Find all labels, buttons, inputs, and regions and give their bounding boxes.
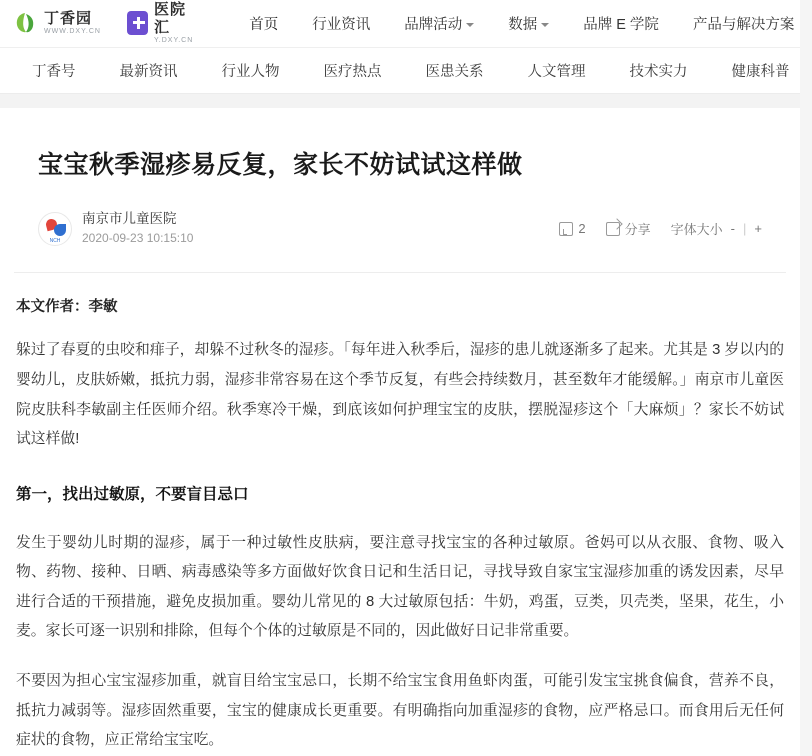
article-meta-row	[38, 209, 786, 248]
nav-item-label: 品牌活动	[404, 17, 463, 33]
nav-item-label: 品牌 E 学院	[583, 17, 659, 33]
share-button[interactable]	[606, 219, 651, 238]
dxy-logo[interactable]	[12, 10, 115, 36]
like-count: 2	[578, 221, 586, 237]
article-timestamp: 2020-09-23 10:15:10	[82, 231, 194, 246]
cross-logo-icon	[127, 11, 148, 35]
chevron-down-icon	[466, 23, 474, 27]
article-meta-text	[82, 209, 193, 248]
subnav-item-latest-news[interactable]: 最新资讯	[119, 64, 178, 80]
dxy-logo-subtitle: WWW.DXY.CN	[44, 28, 101, 36]
avatar-label: NCH	[49, 237, 61, 244]
font-size-separator: |	[743, 221, 747, 237]
font-size-control	[671, 219, 762, 238]
article-body	[14, 295, 786, 755]
chevron-down-icon	[541, 23, 549, 27]
font-size-label: 字体大小	[670, 222, 723, 238]
like-button[interactable]	[559, 221, 585, 236]
subnav-item-health-science[interactable]: 健康科普	[731, 64, 790, 80]
article-source[interactable]: 南京市儿童医院	[82, 211, 177, 226]
article-paragraph: 躲过了春夏的虫咬和痱子，却躲不过秋冬的湿疹。「每年进入秋季后，湿疹的患儿就逐渐多了起来。尤其是 3 岁以内的婴幼儿，皮肤娇嫩，抵抗力弱，湿疹非常容易在这个季节反复，有些会持续数月，甚至数年才能缓解。」南京市儿童医院皮肤科李敏副主任医师介绍。秋季寒冷干燥，到底该如何护理宝宝的皮肤，摆脱湿疹这个「大麻烦」？家长不妨试试这样做!	[16, 342, 784, 448]
nav-item-brand-e-academy[interactable]	[566, 0, 676, 47]
article-paragraph: 发生于婴幼儿时期的湿疹，属于一种过敏性皮肤病，要注意寻找宝宝的各种过敏原。爸妈可以从衣服、食物、吸入物、药物、接种、日晒、病毒感染等多方面做好饮食日记和生活日记，寻找导致自家宝宝湿疹加重的诱发因素，尽早进行合适的干预措施，避免皮损加重。婴幼儿常见的 8 大过敏原包括：牛奶，鸡蛋，豆类，贝壳类，坚果，花生，小麦。家长可逐一识别和排除，但每个个体的过敏原是不同的，因此做好日记非常重要。	[16, 534, 784, 640]
nav-item-data[interactable]	[491, 0, 566, 47]
meta-divider	[14, 272, 786, 273]
article-card	[0, 108, 800, 756]
leaf-logo-icon	[12, 10, 38, 36]
nav-item-label: 首页	[249, 17, 279, 33]
primary-nav-items	[232, 0, 811, 47]
subnav-item-doctor-patient[interactable]: 医患关系	[425, 64, 484, 80]
nav-item-industry-news[interactable]	[295, 0, 387, 47]
font-size-increase-button[interactable]: +	[754, 221, 762, 237]
hospital-logo-subtitle: Y.DXY.CN	[154, 37, 194, 45]
avatar	[38, 212, 72, 246]
article-action-bar	[559, 219, 762, 238]
subnav-item-industry-figures[interactable]: 行业人物	[221, 64, 280, 80]
font-size-decrease-button[interactable]: -	[730, 221, 736, 237]
subnav-item-technical-strength[interactable]: 技术实力	[629, 64, 688, 80]
nav-item-home[interactable]	[232, 0, 295, 47]
article-paragraph: 不要因为担心宝宝湿疹加重，就盲目给宝宝忌口，长期不给宝宝食用鱼虾肉蛋，可能引发宝宝挑食偏食，营养不良，抵抗力减弱等。湿疹固然重要，宝宝的健康成长更重要。有明确指向加重湿疹的食物，应严格忌口。而食用后无任何症状的食物，应正常给宝宝吃。	[16, 673, 784, 749]
nav-item-label: 产品与解决方案	[692, 17, 795, 33]
hospital-logo-title: 医院汇	[154, 1, 187, 37]
subnav-item-medical-hotspots[interactable]: 医疗热点	[323, 64, 382, 80]
page-content-area	[0, 94, 800, 749]
article-subheading: 第一，找出过敏原，不要盲目忌口	[16, 485, 249, 503]
page-title: 宝宝秋季湿疹易反复，家长不妨试试这样做	[38, 151, 523, 179]
nav-item-products-solutions[interactable]	[676, 0, 812, 47]
avatar-blue-shape	[54, 224, 66, 236]
subnav-item-dingxiang-hao[interactable]: 丁香号	[32, 64, 76, 80]
secondary-navigation-bar	[0, 48, 800, 94]
share-label: 分享	[624, 222, 651, 238]
nav-item-label: 行业资讯	[312, 17, 371, 33]
nav-item-label: 数据	[508, 17, 538, 33]
subnav-item-humanistic-management[interactable]: 人文管理	[527, 64, 586, 80]
thumbs-up-icon	[559, 222, 573, 236]
top-navigation-bar	[0, 0, 800, 48]
hospital-logo[interactable]	[127, 1, 214, 45]
share-icon	[606, 222, 620, 236]
dxy-logo-title: 丁香园	[44, 10, 93, 28]
article-byline: 本文作者：李敏	[16, 299, 118, 316]
nav-item-brand-activity[interactable]	[387, 0, 491, 47]
